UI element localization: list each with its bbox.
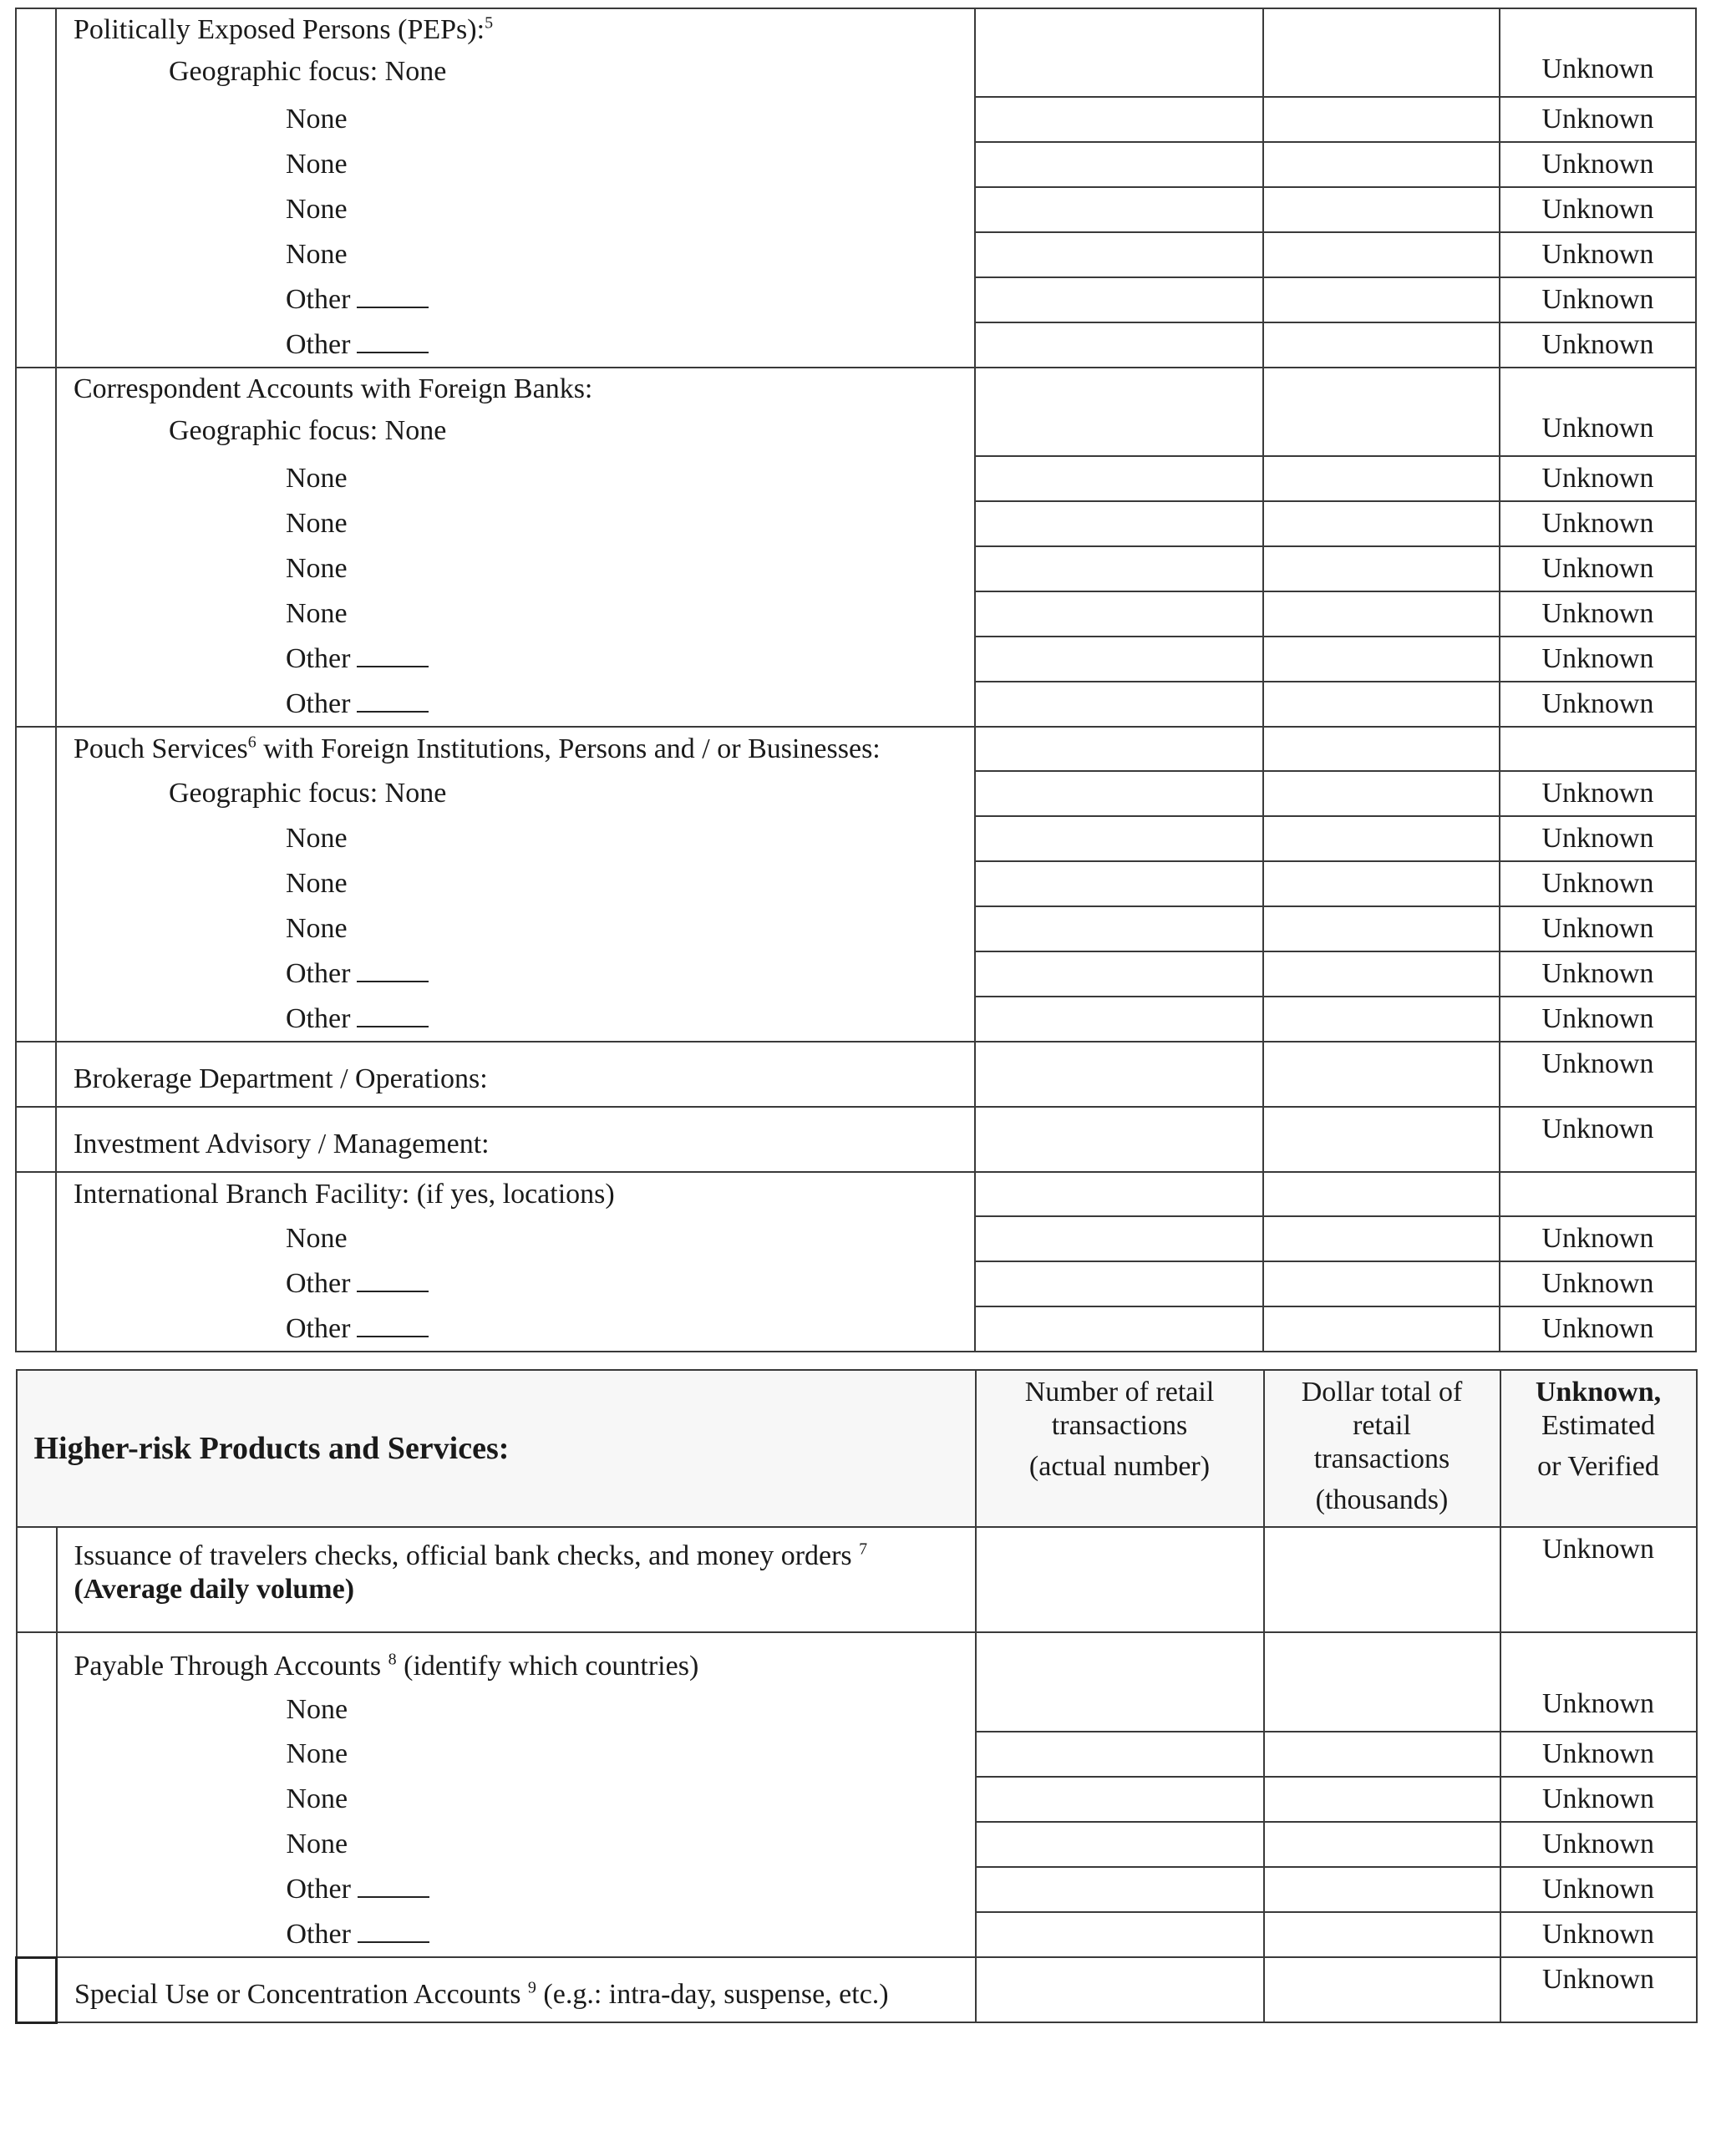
payable-dollar-input[interactable] bbox=[1264, 1867, 1500, 1912]
international-row bbox=[16, 1261, 1696, 1306]
peps-row-label: Other bbox=[56, 277, 975, 322]
payable-row-label: None bbox=[57, 1777, 976, 1822]
other-blank[interactable] bbox=[358, 1873, 429, 1898]
pouch-title-cell: Pouch Services$^6$ with Foreign Institutions, Persons and / or Businesses: bbox=[56, 727, 975, 771]
row-margin bbox=[16, 368, 56, 727]
pouch-row-status[interactable]: Unknown bbox=[1500, 951, 1696, 997]
pouch-count-input[interactable] bbox=[975, 771, 1263, 816]
peps-geo-status[interactable]: Unknown bbox=[1500, 8, 1696, 97]
peps-count-input[interactable] bbox=[975, 277, 1263, 322]
peps-count-input[interactable] bbox=[975, 187, 1263, 232]
international-dollar-input[interactable] bbox=[1263, 1216, 1500, 1261]
international-row bbox=[16, 1216, 1696, 1261]
payable-dollar-input[interactable] bbox=[1264, 1777, 1500, 1822]
payable-dollar-input[interactable] bbox=[1264, 1632, 1500, 1732]
peps-count-input[interactable] bbox=[975, 322, 1263, 368]
correspondent-row bbox=[16, 546, 1696, 591]
payable-row bbox=[17, 1822, 1697, 1867]
pouch-dollar-input[interactable] bbox=[1263, 771, 1500, 816]
pouch-row-status[interactable]: Unknown bbox=[1500, 906, 1696, 951]
correspondent-dollar-input[interactable] bbox=[1263, 546, 1500, 591]
peps-row bbox=[16, 97, 1696, 142]
pouch-dollar-input[interactable] bbox=[1263, 906, 1500, 951]
international-title-dollar[interactable] bbox=[1263, 1172, 1500, 1216]
correspondent-geo-status[interactable]: Unknown bbox=[1500, 368, 1696, 456]
peps-row-label: None bbox=[56, 142, 975, 187]
international-dollar-input[interactable] bbox=[1263, 1306, 1500, 1352]
col-number-header: Number of retail transactions (actual number) bbox=[976, 1370, 1264, 1527]
pouch-row-label: Other bbox=[56, 951, 975, 997]
international-dollar-input[interactable] bbox=[1263, 1261, 1500, 1306]
footnote-5: 5 bbox=[485, 13, 494, 33]
issuance-label-cell bbox=[57, 1527, 976, 1632]
issuance-count-input[interactable] bbox=[976, 1527, 1264, 1632]
peps-dollar-input[interactable] bbox=[1263, 232, 1500, 277]
international-title-count[interactable] bbox=[975, 1172, 1263, 1216]
correspondent-title-cell bbox=[56, 368, 975, 456]
row-margin bbox=[16, 1042, 56, 1107]
peps-dollar-input[interactable] bbox=[1263, 322, 1500, 368]
peps-count-input[interactable] bbox=[975, 142, 1263, 187]
correspondent-geo-dollar[interactable] bbox=[1263, 368, 1500, 456]
pouch-title: Pouch Services bbox=[74, 733, 248, 764]
international-section-header bbox=[16, 1172, 1696, 1216]
brokerage-count-input[interactable] bbox=[975, 1042, 1263, 1107]
pouch-count-input[interactable] bbox=[975, 906, 1263, 951]
pouch-dollar-input[interactable] bbox=[1263, 997, 1500, 1042]
payable-title: Payable Through Accounts bbox=[74, 1651, 388, 1682]
pouch-row-label: None bbox=[56, 816, 975, 861]
peps-row-status[interactable]: Unknown bbox=[1500, 277, 1696, 322]
payable-row-status[interactable]: Unknown bbox=[1500, 1777, 1697, 1822]
pouch-title-count[interactable] bbox=[975, 727, 1263, 771]
investment-count-input[interactable] bbox=[975, 1107, 1263, 1172]
payable-count-input[interactable] bbox=[976, 1822, 1264, 1867]
international-row-status[interactable]: Unknown bbox=[1500, 1261, 1696, 1306]
pouch-row bbox=[16, 816, 1696, 861]
payable-row bbox=[17, 1912, 1697, 1957]
pouch-count-input[interactable] bbox=[975, 861, 1263, 906]
correspondent-title: Correspondent Accounts with Foreign Banks: bbox=[74, 373, 593, 404]
pouch-title-status[interactable] bbox=[1500, 727, 1696, 771]
correspondent-section-header bbox=[16, 368, 1696, 456]
correspondent-row-status[interactable]: Unknown bbox=[1500, 546, 1696, 591]
correspondent-row bbox=[16, 682, 1696, 727]
row-margin bbox=[16, 727, 56, 1042]
peps-row bbox=[16, 142, 1696, 187]
pouch-row bbox=[16, 861, 1696, 906]
payable-row-status[interactable]: Unknown bbox=[1500, 1822, 1697, 1867]
payable-dollar-input[interactable] bbox=[1264, 1732, 1500, 1777]
col-status-header: Unknown, Estimated or Verified bbox=[1500, 1370, 1697, 1527]
payable-row-label: Other bbox=[57, 1867, 976, 1912]
peps-row-label: Other bbox=[56, 322, 975, 368]
pouch-row bbox=[16, 771, 1696, 816]
peps-dollar-input[interactable] bbox=[1263, 97, 1500, 142]
brokerage-label: Brokerage Department / Operations: bbox=[56, 1042, 975, 1107]
peps-row bbox=[16, 322, 1696, 368]
correspondent-row-status[interactable]: Unknown bbox=[1500, 456, 1696, 501]
international-row bbox=[16, 1306, 1696, 1352]
correspondent-dollar-input[interactable] bbox=[1263, 637, 1500, 682]
higher-risk-table bbox=[15, 1369, 1698, 2024]
pouch-row-label: None bbox=[56, 861, 975, 906]
peps-row bbox=[16, 232, 1696, 277]
correspondent-dollar-input[interactable] bbox=[1263, 591, 1500, 637]
issuance-label: Issuance of travelers checks, official bank checks, and money orders bbox=[74, 1540, 860, 1571]
correspondent-row bbox=[16, 637, 1696, 682]
pouch-row bbox=[16, 951, 1696, 997]
peps-geo-focus: Geographic focus: None bbox=[169, 56, 447, 87]
payable-row-status[interactable]: Unknown bbox=[1500, 1732, 1697, 1777]
pouch-row-label: Other bbox=[56, 997, 975, 1042]
payable-row-label: None bbox=[57, 1732, 976, 1777]
correspondent-row-status[interactable]: Unknown bbox=[1500, 682, 1696, 727]
payable-row bbox=[17, 1867, 1697, 1912]
row-margin bbox=[17, 1957, 57, 2022]
peps-dollar-input[interactable] bbox=[1263, 187, 1500, 232]
pouch-count-input[interactable] bbox=[975, 997, 1263, 1042]
peps-title: Politically Exposed Persons (PEPs): bbox=[74, 14, 485, 45]
international-row-status[interactable]: Unknown bbox=[1500, 1216, 1696, 1261]
investment-dollar-input[interactable] bbox=[1263, 1107, 1500, 1172]
issuance-row bbox=[17, 1527, 1697, 1632]
other-blank[interactable] bbox=[357, 283, 429, 308]
peps-row-status[interactable]: Unknown bbox=[1500, 97, 1696, 142]
peps-row-label: None bbox=[56, 187, 975, 232]
investment-row bbox=[16, 1107, 1696, 1172]
peps-row bbox=[16, 187, 1696, 232]
payable-row-status[interactable]: Unknown bbox=[1500, 1912, 1697, 1957]
peps-row-status[interactable]: Unknown bbox=[1500, 187, 1696, 232]
peps-row-label: None bbox=[56, 232, 975, 277]
brokerage-dollar-input[interactable] bbox=[1263, 1042, 1500, 1107]
correspondent-dollar-input[interactable] bbox=[1263, 501, 1500, 546]
pouch-dollar-input[interactable] bbox=[1263, 816, 1500, 861]
peps-row-label: None bbox=[56, 97, 975, 142]
investment-label: Investment Advisory / Management: bbox=[56, 1107, 975, 1172]
correspondent-row-label: Other bbox=[56, 682, 975, 727]
footnote-8: 8 bbox=[388, 1650, 397, 1669]
international-row-label: Other bbox=[56, 1261, 975, 1306]
correspondent-row-label: None bbox=[56, 456, 975, 501]
correspondent-row-label: None bbox=[56, 501, 975, 546]
international-row-label: Other bbox=[56, 1306, 975, 1352]
peps-title-cell bbox=[56, 8, 975, 97]
peps-row-status[interactable]: Unknown bbox=[1500, 322, 1696, 368]
payable-row-label: None bbox=[286, 1694, 348, 1725]
special-status[interactable]: Unknown bbox=[1500, 1957, 1697, 2022]
pouch-geo-focus: Geographic focus: None bbox=[56, 771, 975, 816]
correspondent-row bbox=[16, 591, 1696, 637]
peps-geo-dollar[interactable] bbox=[1263, 8, 1500, 97]
pouch-dollar-input[interactable] bbox=[1263, 861, 1500, 906]
pouch-count-input[interactable] bbox=[975, 816, 1263, 861]
correspondent-row-status[interactable]: Unknown bbox=[1500, 501, 1696, 546]
pouch-section-header bbox=[16, 727, 1696, 771]
special-dollar-input[interactable] bbox=[1264, 1957, 1500, 2022]
pouch-row-status[interactable]: Unknown bbox=[1500, 861, 1696, 906]
payable-row-label: None bbox=[57, 1822, 976, 1867]
correspondent-count-input[interactable] bbox=[975, 501, 1263, 546]
correspondent-row-status[interactable]: Unknown bbox=[1500, 591, 1696, 637]
international-row-label: None bbox=[56, 1216, 975, 1261]
correspondent-count-input[interactable] bbox=[975, 637, 1263, 682]
peps-section-header bbox=[16, 8, 1696, 97]
special-row bbox=[17, 1957, 1697, 2022]
special-count-input[interactable] bbox=[976, 1957, 1264, 2022]
other-blank[interactable] bbox=[357, 687, 429, 713]
international-count-input[interactable] bbox=[975, 1306, 1263, 1352]
correspondent-geo-focus: Geographic focus: None bbox=[169, 415, 447, 446]
pouch-row-status[interactable]: Unknown bbox=[1500, 771, 1696, 816]
correspondent-row bbox=[16, 456, 1696, 501]
payable-row bbox=[17, 1732, 1697, 1777]
row-margin bbox=[16, 1107, 56, 1172]
other-blank[interactable] bbox=[357, 1267, 429, 1292]
other-blank[interactable] bbox=[357, 328, 429, 353]
payable-count-input[interactable] bbox=[976, 1867, 1264, 1912]
pouch-row-status[interactable]: Unknown bbox=[1500, 997, 1696, 1042]
correspondent-row-status[interactable]: Unknown bbox=[1500, 637, 1696, 682]
correspondent-row bbox=[16, 501, 1696, 546]
row-margin bbox=[17, 1527, 57, 1632]
higher-risk-header bbox=[17, 1370, 1697, 1527]
peps-row-status[interactable]: Unknown bbox=[1500, 142, 1696, 187]
correspondent-count-input[interactable] bbox=[975, 456, 1263, 501]
correspondent-count-input[interactable] bbox=[975, 591, 1263, 637]
pouch-row-status[interactable]: Unknown bbox=[1500, 816, 1696, 861]
peps-dollar-input[interactable] bbox=[1263, 277, 1500, 322]
pouch-row bbox=[16, 997, 1696, 1042]
other-blank[interactable] bbox=[357, 1312, 429, 1337]
correspondent-row-label: Other bbox=[56, 637, 975, 682]
issuance-status[interactable]: Unknown bbox=[1500, 1527, 1697, 1632]
correspondent-dollar-input[interactable] bbox=[1263, 456, 1500, 501]
international-title-status[interactable] bbox=[1500, 1172, 1696, 1216]
special-label: Special Use or Concentration Accounts bbox=[74, 1979, 528, 2010]
payable-row-label: Other bbox=[57, 1912, 976, 1957]
peps-count-input[interactable] bbox=[975, 97, 1263, 142]
footnote-7: 7 bbox=[859, 1540, 868, 1559]
payable-count-input[interactable] bbox=[976, 1732, 1264, 1777]
payable-section-header bbox=[17, 1632, 1697, 1732]
correspondent-dollar-input[interactable] bbox=[1263, 682, 1500, 727]
correspondent-geo-count[interactable] bbox=[975, 368, 1263, 456]
peps-row bbox=[16, 277, 1696, 322]
payable-row-status[interactable]: Unknown bbox=[1500, 1632, 1697, 1732]
international-count-input[interactable] bbox=[975, 1261, 1263, 1306]
international-count-input[interactable] bbox=[975, 1216, 1263, 1261]
other-blank[interactable] bbox=[357, 1002, 429, 1027]
issuance-sublabel: (Average daily volume) bbox=[74, 1574, 355, 1605]
peps-count-input[interactable] bbox=[975, 232, 1263, 277]
other-blank[interactable] bbox=[357, 642, 429, 667]
pouch-row bbox=[16, 906, 1696, 951]
correspondent-row-label: None bbox=[56, 546, 975, 591]
payable-row-status[interactable]: Unknown bbox=[1500, 1867, 1697, 1912]
payable-row bbox=[17, 1777, 1697, 1822]
row-margin bbox=[16, 1172, 56, 1352]
peps-dollar-input[interactable] bbox=[1263, 142, 1500, 187]
brokerage-status[interactable]: Unknown bbox=[1500, 1042, 1696, 1107]
payable-count-input[interactable] bbox=[976, 1632, 1264, 1732]
international-title: International Branch Facility: (if yes, locations) bbox=[56, 1172, 975, 1216]
peps-row-status[interactable]: Unknown bbox=[1500, 232, 1696, 277]
row-margin bbox=[17, 1632, 57, 1957]
pouch-dollar-input[interactable] bbox=[1263, 951, 1500, 997]
international-row-status[interactable]: Unknown bbox=[1500, 1306, 1696, 1352]
pouch-title-dollar[interactable] bbox=[1263, 727, 1500, 771]
other-blank[interactable] bbox=[358, 1918, 429, 1943]
pouch-row-label: None bbox=[56, 906, 975, 951]
pouch-count-input[interactable] bbox=[975, 951, 1263, 997]
footnote-6: 6 bbox=[247, 733, 256, 752]
payable-title-cell: Payable Through Accounts $^8$ (identify which countries) None bbox=[57, 1632, 976, 1732]
top-risk-table bbox=[15, 8, 1697, 1352]
correspondent-count-input[interactable] bbox=[975, 682, 1263, 727]
issuance-dollar-input[interactable] bbox=[1264, 1527, 1500, 1632]
payable-dollar-input[interactable] bbox=[1264, 1912, 1500, 1957]
payable-dollar-input[interactable] bbox=[1264, 1822, 1500, 1867]
special-label-cell: Special Use or Concentration Accounts $^9$ (e.g.: intra-day, suspense, etc.) bbox=[57, 1957, 976, 2022]
payable-count-input[interactable] bbox=[976, 1912, 1264, 1957]
other-blank[interactable] bbox=[357, 957, 429, 982]
footnote-9: 9 bbox=[527, 1978, 536, 1997]
higher-risk-title: Higher-risk Products and Services: bbox=[17, 1370, 976, 1527]
row-margin bbox=[16, 8, 56, 368]
correspondent-count-input[interactable] bbox=[975, 546, 1263, 591]
peps-geo-count[interactable] bbox=[975, 8, 1263, 97]
col-dollar-header: Dollar total of retail transactions (thousands) bbox=[1264, 1370, 1500, 1527]
payable-count-input[interactable] bbox=[976, 1777, 1264, 1822]
investment-status[interactable]: Unknown bbox=[1500, 1107, 1696, 1172]
brokerage-row bbox=[16, 1042, 1696, 1107]
correspondent-row-label: None bbox=[56, 591, 975, 637]
